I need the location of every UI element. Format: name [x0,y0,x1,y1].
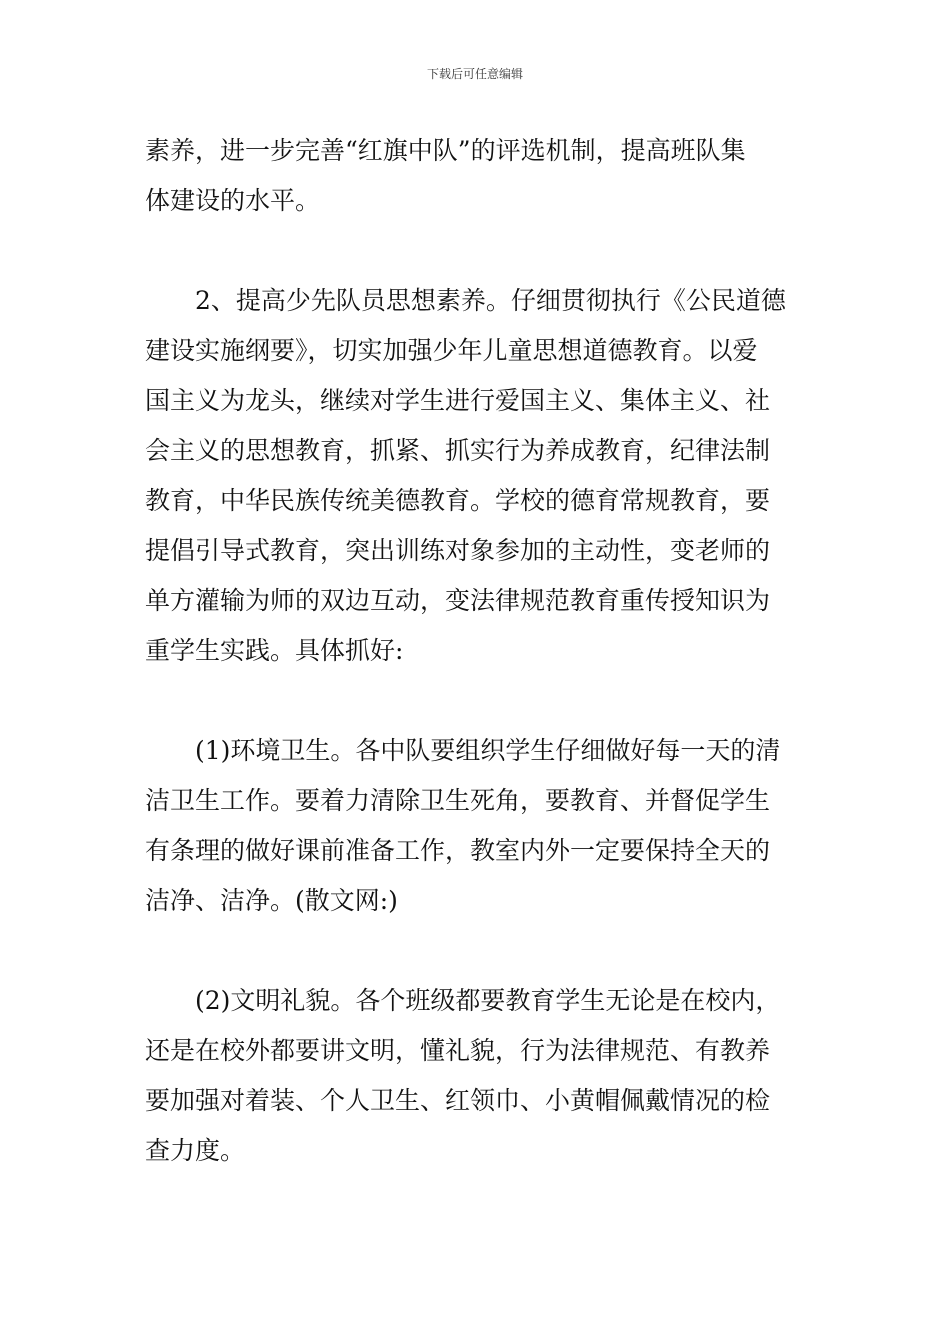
text-line: 提倡引导式教育，突出训练对象参加的主动性，变老师的 [145,536,771,565]
text-line: 要加强对着装、个人卫生、红领巾、小黄帽佩戴情况的检 [145,1086,771,1115]
text-line: 查力度。 [145,1136,246,1165]
paragraph-environment [145,726,810,926]
text-line: 有条理的做好课前准备工作，教室内外一定要保持全天的 [145,836,771,865]
text-line: 会主义的思想教育，抓紧、抓实行为养成教育，纪律法制 [145,436,771,465]
paragraph-spacer [145,676,810,726]
paragraph-manners [145,976,810,1176]
text-line: 素养，进一步完善“红旗中队”的评选机制，提高班队集 [145,136,746,165]
text-line: (1)环境卫生。各中队要组织学生仔细做好每一天的清 [195,736,781,765]
paragraph-2 [145,276,810,676]
text-line: 体建设的水平。 [145,186,321,215]
document-body [145,126,810,1176]
text-line: (2)文明礼貌。各个班级都要教育学生无论是在校内， [195,986,781,1015]
text-line: 单方灌输为师的双边互动，变法律规范教育重传授知识为 [145,586,771,615]
text-line: 洁净、洁净。(散文网:) [145,886,398,915]
page-header: 下载后可任意编辑 [426,67,523,81]
paragraph-spacer [145,926,810,976]
paragraph-intro [145,126,810,226]
text-line: 国主义为龙头，继续对学生进行爱国主义、集体主义、社 [145,386,771,415]
text-line: 还是在校外都要讲文明，懂礼貌，行为法律规范、有教养 [145,1036,771,1065]
text-line: 重学生实践。具体抓好: [145,636,404,665]
text-line: 2、提高少先队员思想素养。仔细贯彻执行《公民道德 [195,286,786,315]
text-line: 教育，中华民族传统美德教育。学校的德育常规教育，要 [145,486,771,515]
text-line: 洁卫生工作。要着力清除卫生死角，要教育、并督促学生 [145,786,771,815]
paragraph-spacer [145,226,810,276]
text-line: 建设实施纲要》，切实加强少年儿童思想道德教育。以爱 [145,336,758,365]
